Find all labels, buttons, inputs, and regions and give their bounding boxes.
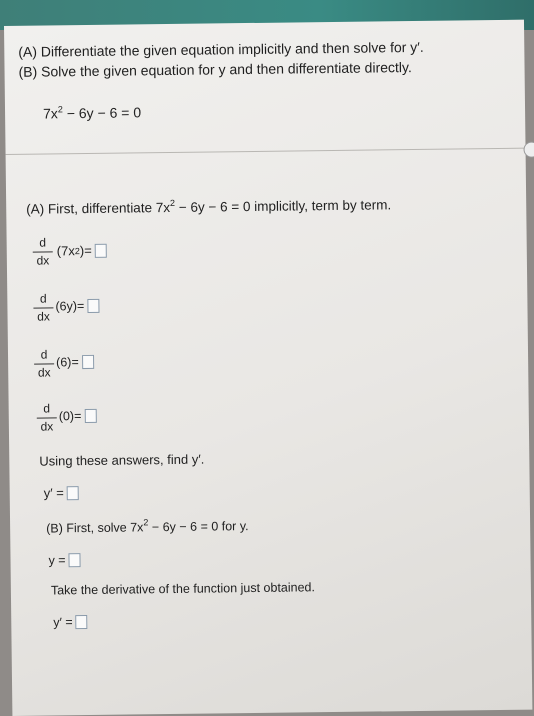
answer-box-yprime-a[interactable] [67,486,79,500]
term-6y: (6y) = [55,299,99,314]
derivative-instruction: Take the derivative of the function just obtained. [50,580,316,598]
derivative-operator: d dx [34,347,54,380]
term-6: (6) = [56,355,94,369]
answer-box-y-b[interactable] [68,553,80,567]
part-a-intro: (A) First, differentiate $7x^2 - 6y - 6 = 0$ implicitly, term by term. [26,197,392,217]
answer-box-term-4[interactable] [84,409,96,423]
derivative-operator: d dx [33,235,53,268]
instruction-a: (A) Differentiate the given equation implicitly and then solve for y′. [18,38,424,60]
scroll-handle-icon[interactable] [523,141,534,157]
yprime-row-a: y′ = [44,485,79,500]
answer-box-term-1[interactable] [95,243,107,257]
find-yprime-text: Using these answers, find y′. [39,451,205,469]
term-7x2: (7x 2 ) = [57,243,107,259]
answer-box-yprime-b[interactable] [76,615,88,629]
y-row-b: y = [48,553,80,567]
part-b-intro: (B) First, solve $7x^2 - 6y - 6 = 0$ for y. [46,517,249,536]
given-equation: $7x^2 - 6y - 6 = 0$ [42,104,142,122]
derivative-operator: d dx [33,291,53,324]
yprime-row-b: y′ = [53,615,88,629]
answer-box-term-2[interactable] [87,299,99,313]
instruction-b: (B) Solve the given equation for y and then differentiate directly. [18,59,412,80]
answer-box-term-3[interactable] [82,355,94,369]
section-divider [6,148,526,155]
derivative-operator: d dx [37,401,57,434]
term-0: (0) = [59,409,97,423]
question-page [4,20,532,716]
